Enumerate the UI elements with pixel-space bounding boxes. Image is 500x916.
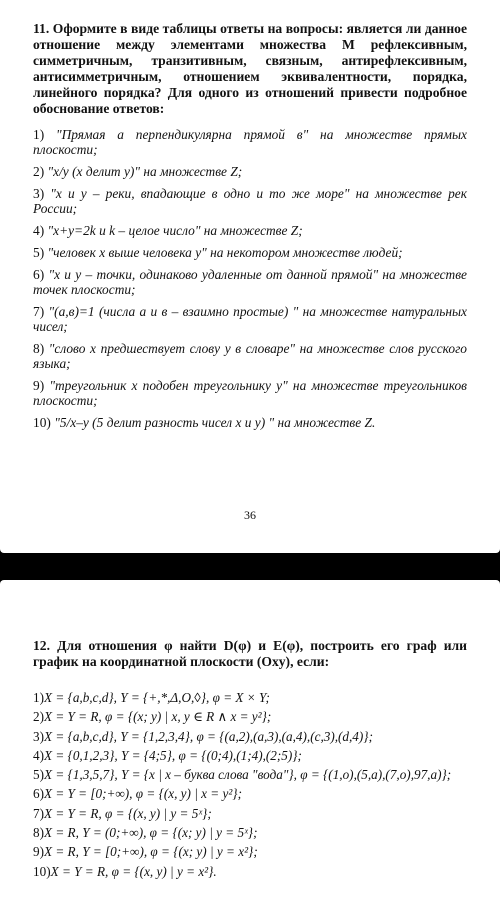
task-12-title: 12. Для отношения φ найти D(φ) и E(φ), построить его граф или график на координатной плоскости (Oxy), если: <box>33 638 467 669</box>
item-text: X = Y = R, φ = {(x; y) | x, y ∈ R ∧ x = y²}; <box>44 709 272 725</box>
item-number: 9) <box>33 844 44 860</box>
page-number: 36 <box>244 508 256 522</box>
item-number: 2) <box>33 709 44 725</box>
item-text: X = {0,1,2,3}, Y = {4;5}, φ = {(0;4),(1;4),(2;5)}; <box>44 747 302 763</box>
task-12-list <box>33 688 473 881</box>
item-text: "5/x–y (5 делит разность чисел x и y) " на множестве Z. <box>54 415 376 430</box>
item-text: "Прямая а перпендикулярна прямой в" на множестве прямых плоскости; <box>33 127 467 157</box>
list-item <box>33 415 467 430</box>
item-text: "x и y – реки, впадающие в одно и то же море" на множестве рек России; <box>33 186 467 216</box>
item-text: "x/y (x делит y)" на множестве Z; <box>47 164 243 179</box>
item-text: X = {a,b,c,d}, Y = {1,2,3,4}, φ = {(a,2),(a,3),(a,4),(c,3),(d,4)}; <box>44 728 373 744</box>
item-number: 4) <box>33 747 44 763</box>
item-text: X = Y = [0;+∞), φ = {(x, y) | x = y²}; <box>44 786 242 802</box>
item-number: 1) <box>33 127 45 142</box>
item-text: X = {a,b,c,d}, Y = {+,*,Δ,O,◊}, φ = X × Y; <box>44 690 270 705</box>
item-number: 4) <box>33 223 45 238</box>
item-text: "(a,в)=1 (числа a и в – взаимно простые) " на множестве натуральных чисел; <box>33 304 467 334</box>
list-item <box>33 804 473 823</box>
item-number: 3) <box>33 728 44 744</box>
item-number: 9) <box>33 378 45 393</box>
item-number: 6) <box>33 267 45 282</box>
list-item <box>33 727 473 746</box>
list-item <box>33 164 467 179</box>
item-text: X = R, Y = [0;+∞), φ = {(x; y) | y = x²}; <box>44 844 258 860</box>
item-text: X = R, Y = (0;+∞), φ = {(x; y) | y = 5ˣ}; <box>44 825 258 841</box>
list-item <box>33 746 473 765</box>
list-item <box>33 862 473 881</box>
item-number: 1) <box>33 690 44 705</box>
list-item <box>33 223 467 238</box>
item-text: "слово x предшествует слову y в словаре" на множестве слов русского языка; <box>33 341 467 371</box>
item-text: "x+y=2k и k – целое число" на множестве Z; <box>47 223 303 238</box>
list-item <box>33 304 467 334</box>
item-text: X = Y = R, φ = {(x, y) | y = x²}. <box>50 863 217 879</box>
item-number: 7) <box>33 304 45 319</box>
list-item <box>33 765 473 784</box>
item-number: 2) <box>33 164 45 179</box>
item-number: 3) <box>33 186 45 201</box>
list-item <box>33 784 473 803</box>
item-number: 5) <box>33 245 45 260</box>
list-item <box>33 186 467 216</box>
list-item <box>33 842 473 861</box>
item-number: 10) <box>33 415 51 430</box>
item-text: "человек x выше человека y" на некотором множестве людей; <box>47 245 403 260</box>
item-number: 8) <box>33 341 45 356</box>
item-number: 7) <box>33 805 44 821</box>
item-text: X = Y = R, φ = {(x, y) | y = 5ˣ}; <box>44 805 212 821</box>
list-item <box>33 245 467 260</box>
item-number: 6) <box>33 786 44 802</box>
item-text: X = {1,3,5,7}, Y = {x | x – буква слова "вода"}, φ = {(1,o),(5,a),(7,o),97,a)}; <box>44 767 452 783</box>
task-11-list <box>33 127 467 437</box>
list-item <box>33 127 467 157</box>
list-item <box>33 378 467 408</box>
list-item <box>33 688 473 707</box>
page-37 <box>0 580 500 916</box>
list-item <box>33 341 467 371</box>
item-number: 8) <box>33 825 44 841</box>
task-11-title: 11. Оформите в виде таблицы ответы на вопросы: является ли данное отношение между элементами множества M рефлексивным, симметричным, транзитивным, связным, антирефлексивным, антисимметричным, отношением эквивалентности, порядка, линейного порядка? Для одного из отношений привести подробное обоснование ответов: <box>33 21 467 116</box>
item-text: "треугольник x подобен треугольнику y" на множестве треугольников плоскости; <box>33 378 467 408</box>
item-number: 10) <box>33 863 51 879</box>
item-text: "x и y – точки, одинаково удаленные от данной прямой" на множестве точек плоскости; <box>33 267 467 297</box>
list-item <box>33 267 467 297</box>
item-number: 5) <box>33 767 44 783</box>
list-item <box>33 707 473 726</box>
list-item <box>33 823 473 842</box>
